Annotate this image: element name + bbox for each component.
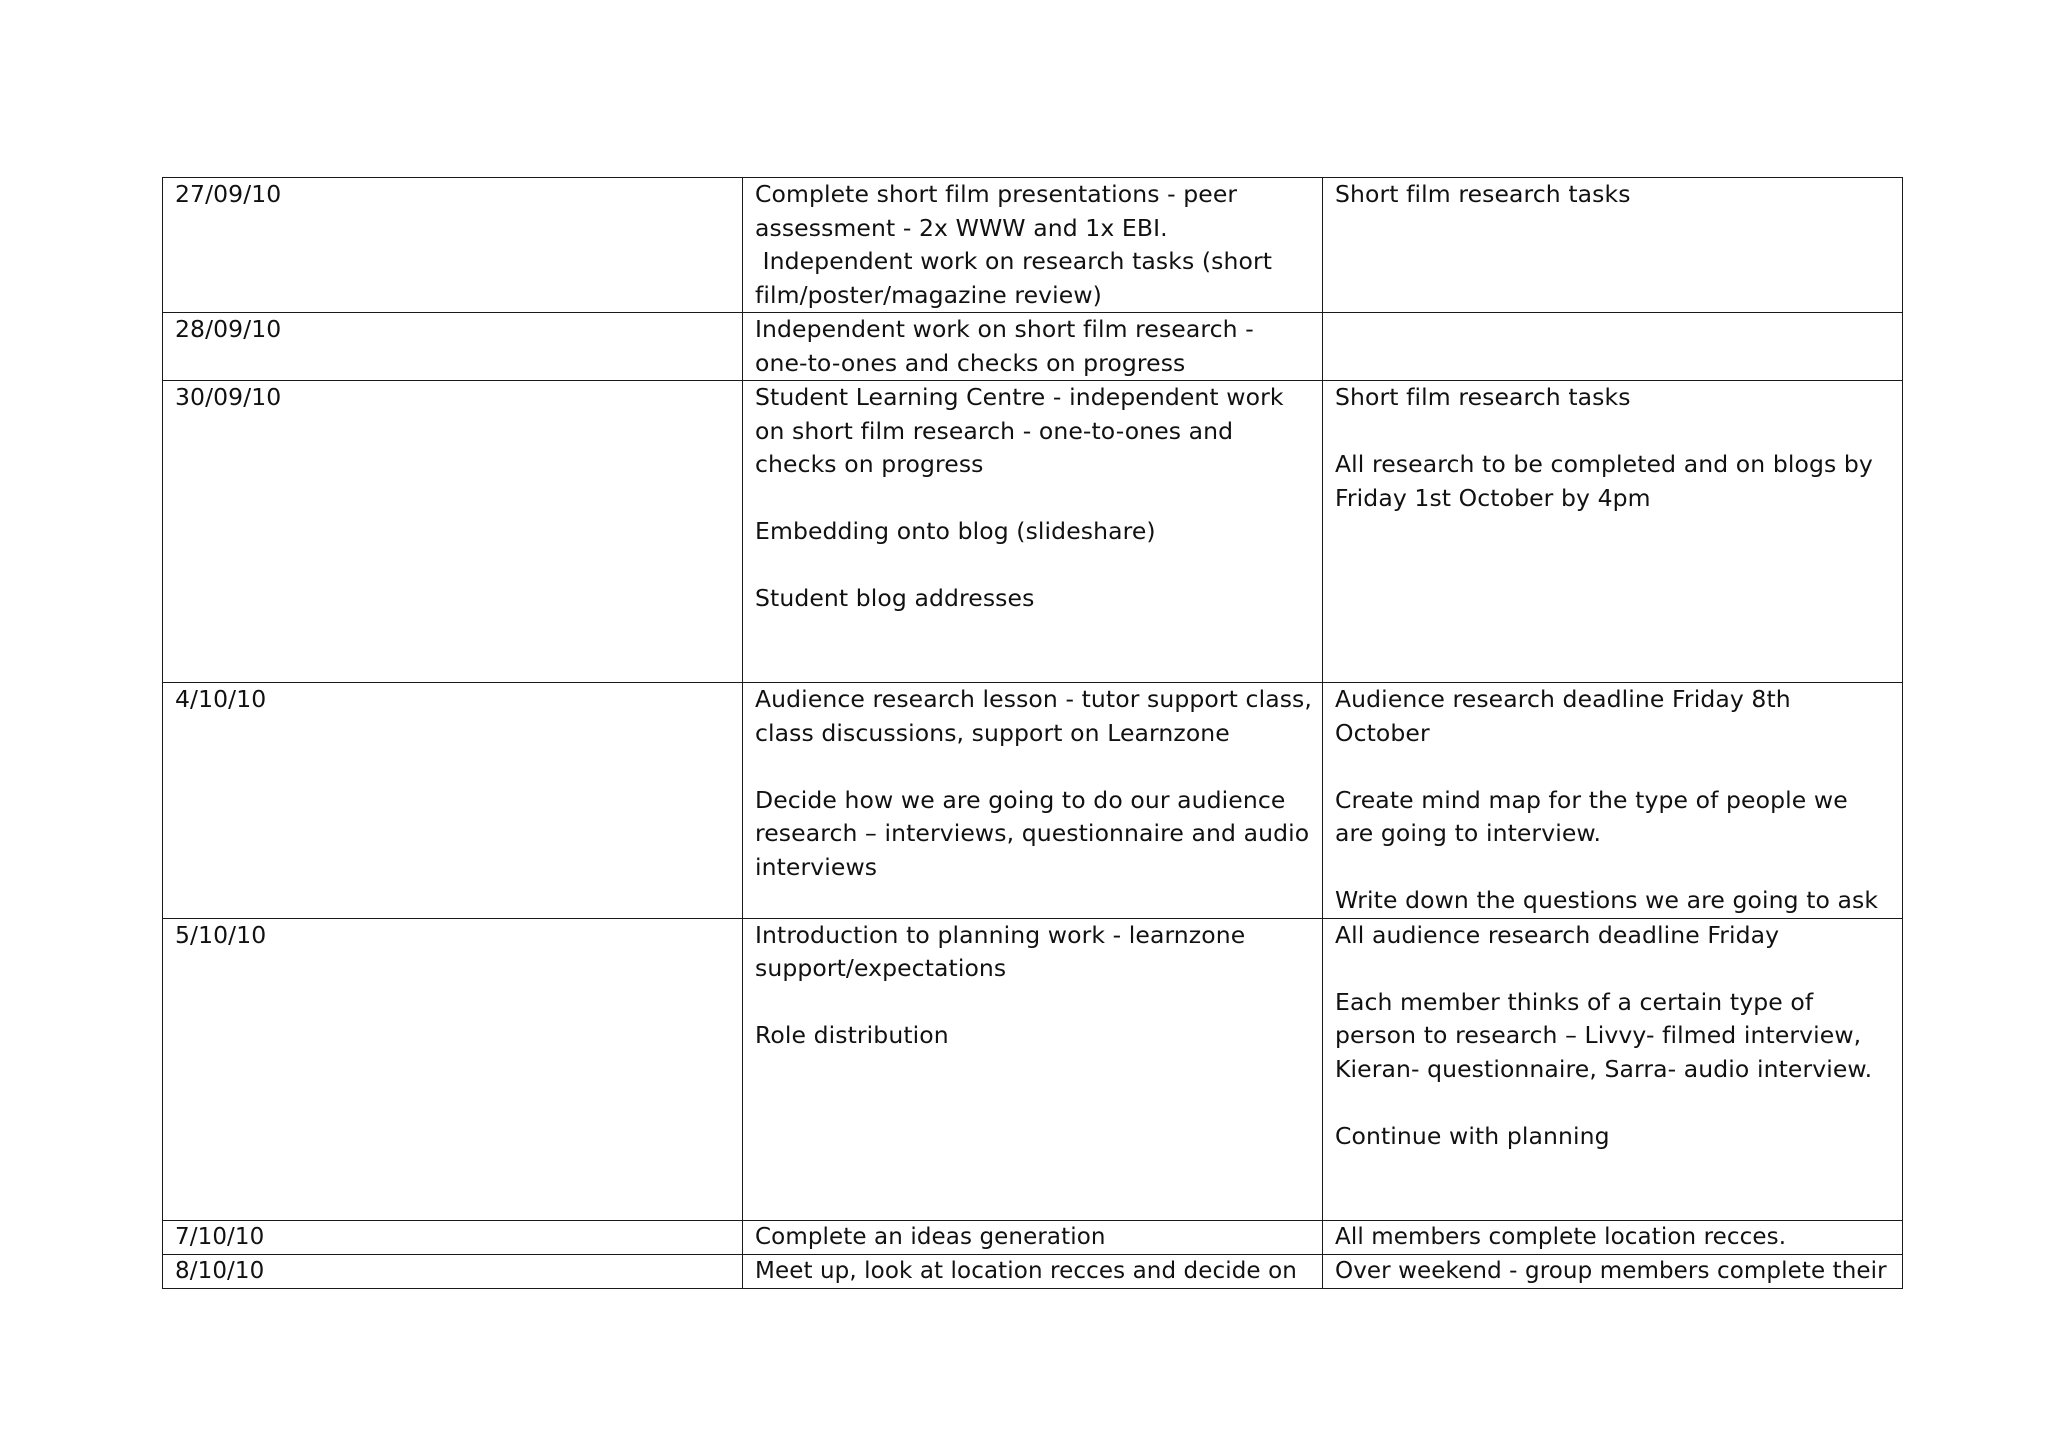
activity-cell (743, 1254, 1323, 1288)
paragraph-gap (1335, 1086, 1892, 1120)
homework-cell (1323, 313, 1903, 381)
homework-text: Create mind map for the type of people we are going to interview. (1335, 785, 1856, 847)
paragraph-gap (755, 750, 1312, 784)
date-text: 4/10/10 (175, 685, 267, 713)
activity-text: Independent work on short film research - one-to-ones and checks on progress (755, 315, 1262, 377)
homework-text: Each member thinks of a certain type of person to research – Livvy- filmed interview, Kieran- questionnaire, Sarra- audio interview. (1335, 987, 1873, 1083)
activity-text: Student Learning Centre - independent work on short film research - one-to-ones and checks on progress (755, 383, 1292, 478)
table-row (163, 381, 1903, 683)
homework-text: All audience research deadline Friday (1335, 920, 1780, 949)
activity-text: Independent work on research tasks (short film/poster/magazine review) (755, 247, 1280, 309)
activity-cell (743, 918, 1323, 1220)
homework-cell (1323, 683, 1903, 919)
activity-text: Student blog addresses (755, 584, 1035, 612)
paragraph-gap (1335, 851, 1892, 885)
homework-cell (1323, 1220, 1903, 1254)
activity-text: Decide how we are going to do our audience research – interviews, questionnaire and audio interviews (755, 785, 1317, 881)
homework-cell (1323, 918, 1903, 1220)
homework-cell (1323, 1254, 1903, 1288)
activity-cell (743, 178, 1323, 313)
paragraph-gap (1335, 750, 1892, 784)
table-row (163, 918, 1903, 1220)
schedule-table-body (163, 178, 1903, 1289)
date-text: 8/10/10 (175, 1257, 265, 1284)
table-row (163, 178, 1903, 313)
activity-text: Role distribution (755, 1021, 949, 1049)
activity-text: Introduction to planning work - learnzone support/expectations (755, 920, 1253, 982)
homework-text: Continue with planning (1335, 1121, 1610, 1150)
activity-text: Embedding onto blog (slideshare) (755, 517, 1156, 545)
homework-text: Write down the questions we are going to ask (1335, 886, 1879, 914)
date-cell (163, 1220, 743, 1254)
date-cell (163, 918, 743, 1220)
table-row (163, 683, 1903, 919)
paragraph-gap (755, 482, 1312, 516)
date-text: 7/10/10 (175, 1223, 265, 1250)
date-cell (163, 1254, 743, 1288)
activity-text: Complete short film presentations - peer assessment - 2x WWW and 1x EBI. (755, 180, 1245, 242)
schedule-table (162, 177, 1903, 1289)
activity-cell (743, 381, 1323, 683)
paragraph-gap (755, 986, 1312, 1020)
homework-text: All members complete location recces. (1335, 1223, 1787, 1250)
date-text: 27/09/10 (175, 180, 282, 208)
table-row (163, 1220, 1903, 1254)
activity-text: Complete an ideas generation (755, 1223, 1106, 1250)
date-text: 28/09/10 (175, 315, 282, 343)
activity-text: Meet up, look at location recces and decide on (755, 1257, 1297, 1284)
date-text: 5/10/10 (175, 920, 267, 949)
paragraph-gap (755, 549, 1312, 583)
activity-cell (743, 1220, 1323, 1254)
homework-text: Short film research tasks (1335, 383, 1631, 411)
date-cell (163, 313, 743, 381)
date-cell (163, 178, 743, 313)
date-cell (163, 683, 743, 919)
homework-text: Over weekend - group members complete their (1335, 1257, 1887, 1284)
homework-text: All research to be completed and on blogs by Friday 1st October by 4pm (1335, 450, 1881, 512)
homework-cell (1323, 381, 1903, 683)
date-cell (163, 381, 743, 683)
activity-cell (743, 313, 1323, 381)
paragraph-gap (1335, 952, 1892, 986)
table-row (163, 313, 1903, 381)
paragraph-gap (1335, 415, 1892, 449)
homework-text: Short film research tasks (1335, 180, 1631, 208)
activity-cell (743, 683, 1323, 919)
homework-text: Audience research deadline Friday 8th October (1335, 685, 1799, 747)
date-text: 30/09/10 (175, 383, 282, 411)
table-row (163, 1254, 1903, 1288)
homework-cell (1323, 178, 1903, 313)
activity-text: Audience research lesson - tutor support class, class discussions, support on Learnzone (755, 685, 1320, 747)
